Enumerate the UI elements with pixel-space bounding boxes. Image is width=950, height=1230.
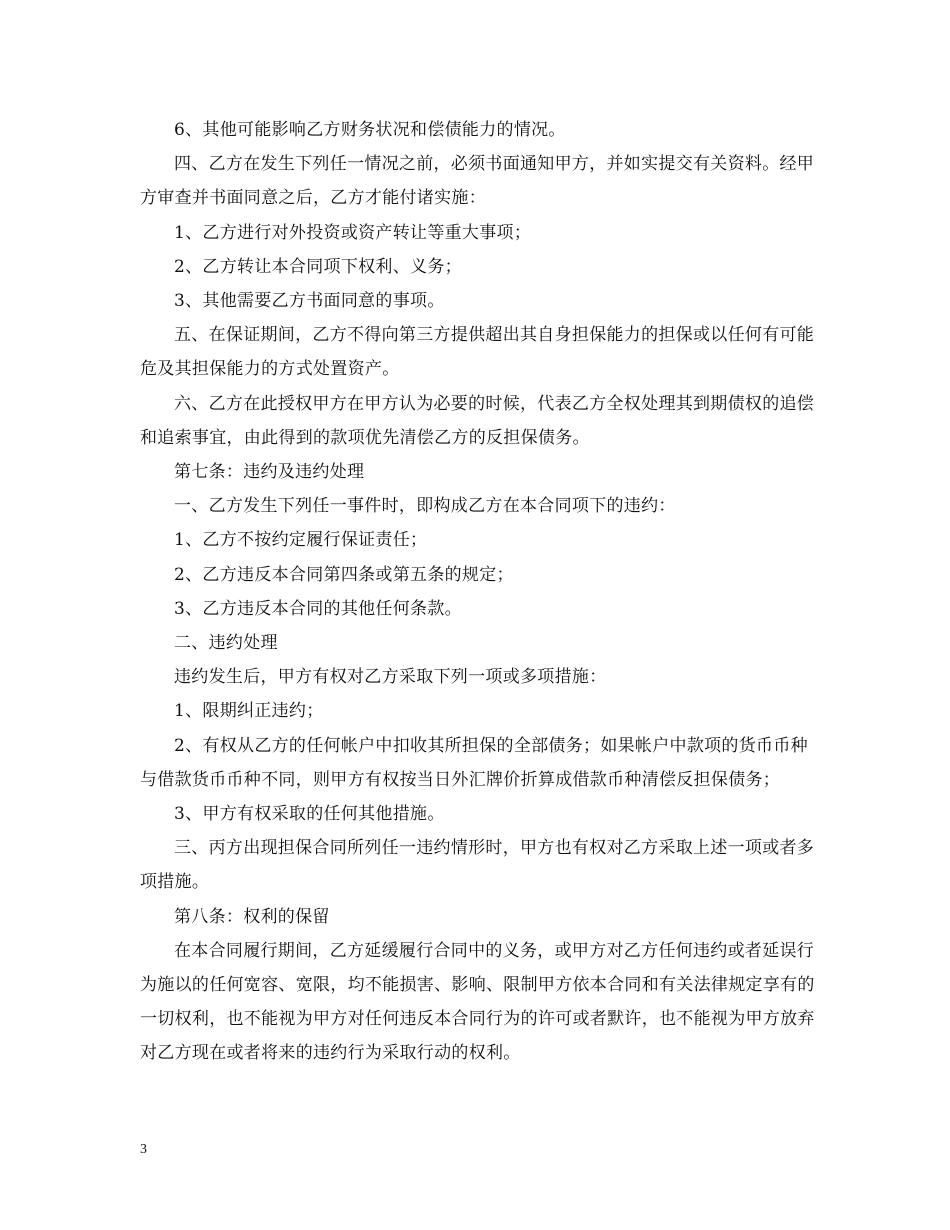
paragraph-rights-reservation: 在本合同履行期间，乙方延缓履行合同中的义务，或甲方对乙方任何违约或者延误行为施以的任何宽容、宽限，均不能损害、影响、限制甲方依本合同和有关法律规定享有的一切权利，也不能视为甲方对任何违反本合同行为的许可或者默许，也不能视为甲方放弃对乙方现在或者将来的违约行为采取行动的权利。 — [140, 940, 815, 1064]
paragraph-measure-3: 3、甲方有权采取的任何其他措施。 — [174, 804, 445, 825]
paragraph-measure-1: 1、限期纠正违约； — [174, 701, 324, 722]
paragraph-item-6: 6、其他可能影响乙方财务状况和偿债能力的情况。 — [174, 120, 566, 140]
paragraph-clause-4: 四、乙方在发生下列任一情况之前，必须书面通知甲方，并如实提交有关资料。经甲方审查并书面同意之后，乙方才能付诸实施： — [140, 154, 815, 209]
paragraph-breach-item-2: 2、乙方违反本合同第四条或第五条的规定； — [174, 564, 514, 585]
paragraph-clause-3-third-party: 三、丙方出现担保合同所列任一违约情形时，甲方也有权对乙方采取上述一项或者多项措施。 — [140, 838, 815, 893]
paragraph-clause-4-item-3: 3、其他需要乙方书面同意的事项。 — [174, 291, 445, 312]
paragraph-breach-item-1: 1、乙方不按约定履行保证责任； — [174, 530, 428, 551]
paragraph-breach-events: 一、乙方发生下列任一事件时，即构成乙方在本合同项下的违约： — [174, 496, 676, 517]
paragraph-breach-handling-heading: 二、违约处理 — [174, 633, 278, 654]
page-number: 3 — [140, 1142, 147, 1157]
paragraph-breach-item-3: 3、乙方违反本合同的其他任何条款。 — [174, 598, 462, 619]
paragraph-clause-4-item-2: 2、乙方转让本合同项下权利、义务； — [174, 256, 462, 277]
paragraph-measure-2: 2、有权从乙方的任何帐户中扣收其所担保的全部债务；如果帐户中款项的货币币种与借款货币币种不同，则甲方有权按当日外汇牌价折算成借款币种清偿反担保债务； — [140, 735, 808, 790]
section-heading-article-7: 第七条：违约及违约处理 — [174, 462, 365, 483]
paragraph-breach-measures: 违约发生后，甲方有权对乙方采取下列一项或多项措施： — [174, 667, 607, 688]
section-heading-article-8: 第八条：权利的保留 — [174, 906, 330, 927]
paragraph-clause-4-item-1: 1、乙方进行对外投资或资产转让等重大事项； — [174, 222, 532, 243]
document-body — [140, 113, 820, 1071]
paragraph-clause-5: 五、在保证期间，乙方不得向第三方提供超出其自身担保能力的担保或以任何有可能危及其担保能力的方式处置资产。 — [140, 325, 815, 380]
paragraph-clause-6: 六、乙方在此授权甲方在甲方认为必要的时候，代表乙方全权处理其到期债权的追偿和追索事宜，由此得到的款项优先清偿乙方的反担保债务。 — [140, 393, 815, 448]
